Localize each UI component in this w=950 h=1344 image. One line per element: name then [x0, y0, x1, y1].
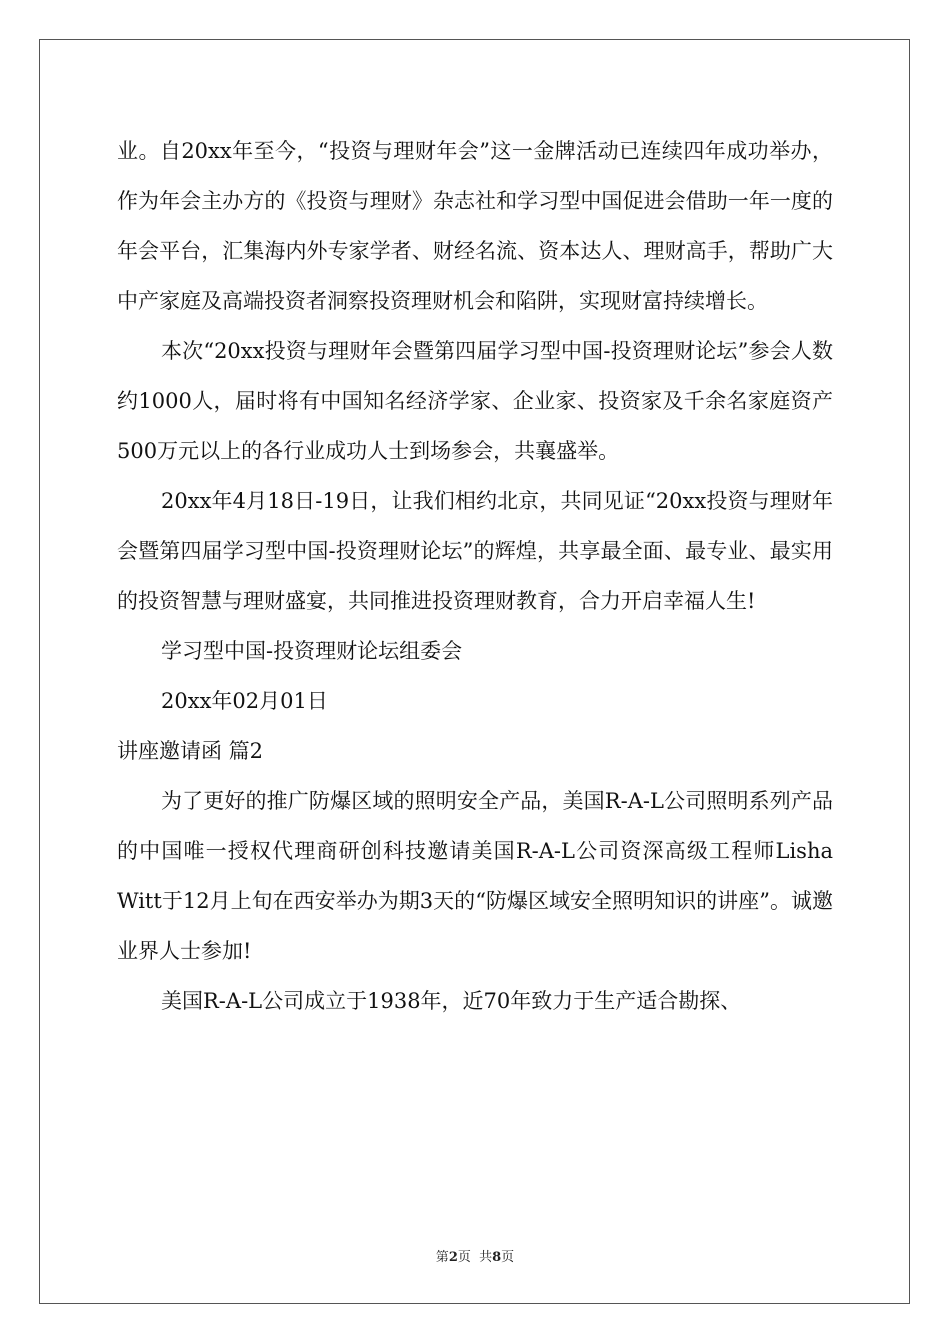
footer-mid: 页 共 [457, 1250, 493, 1265]
paragraph-2: 本次“20xx投资与理财年会暨第四届学习型中国-投资理财论坛”参会人数约1000人，届时将有中国知名经济学家、企业家、投资家及千余名家庭资产500万元以上的各行业成功人士到场参会，共襄盛举。 [117, 339, 833, 463]
footer-total-pages: 8 [492, 1250, 502, 1265]
signature-date: 20xx年02月01日 [161, 689, 328, 713]
footer-prefix: 第 [435, 1250, 449, 1265]
page-footer [0, 1246, 950, 1265]
footer-page-number: 2 [448, 1250, 458, 1265]
paragraph-4: 为了更好的推广防爆区域的照明安全产品，美国R-A-L公司照明系列产品的中国唯一授权代理商研创科技邀请美国R-A-L公司资深高级工程师Lisha Witt于12月上旬在西安举办为期3天的“防爆区域安全照明知识的讲座”。诚邀业界人士参加! [117, 789, 833, 963]
paragraph-3: 20xx年4月18日-19日，让我们相约北京，共同见证“20xx投资与理财年会暨第四届学习型中国-投资理财论坛”的辉煌，共享最全面、最专业、最实用的投资智慧与理财盛宴，共同推进投资理财教育，合力开启幸福人生! [117, 489, 833, 613]
document-body [117, 126, 833, 1026]
signature-organization: 学习型中国-投资理财论坛组委会 [161, 639, 463, 663]
paragraph-1: 业。自20xx年至今，“投资与理财年会”这一金牌活动已连续四年成功举办，作为年会主办方的《投资与理财》杂志社和学习型中国促进会借助一年一度的年会平台，汇集海内外专家学者、财经名流、资本达人、理财高手，帮助广大中产家庭及高端投资者洞察投资理财机会和陷阱，实现财富持续增长。 [117, 139, 833, 313]
paragraph-5: 美国R-A-L公司成立于1938年，近70年致力于生产适合勘探、 [161, 989, 742, 1013]
section-heading: 讲座邀请函 篇2 [117, 739, 264, 763]
footer-suffix: 页 [501, 1250, 515, 1265]
